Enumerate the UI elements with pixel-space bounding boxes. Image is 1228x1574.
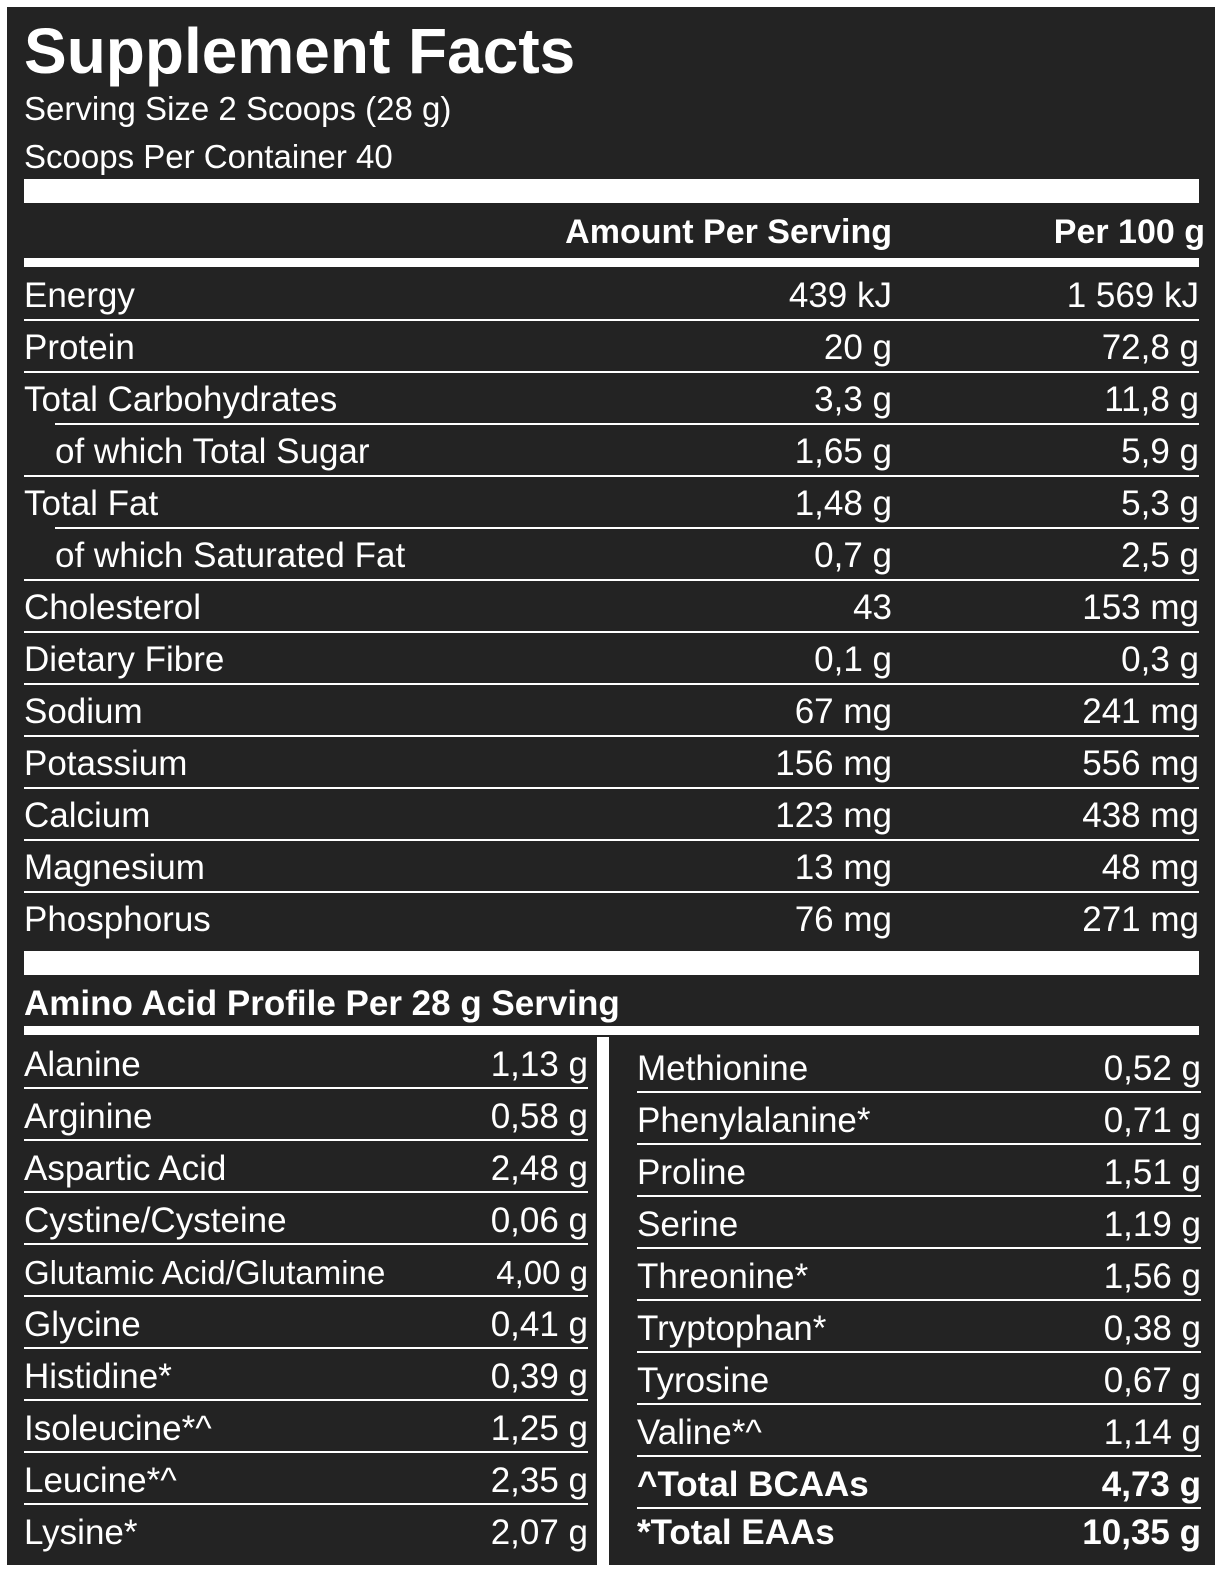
nutrient-row — [24, 685, 1199, 737]
amino-acid-heading: Amino Acid Profile Per 28 g Serving — [24, 984, 620, 1023]
nutrient-row — [24, 893, 1199, 945]
nutrient-amount: 3,3 g — [814, 380, 892, 419]
nutrient-row — [24, 269, 1199, 321]
nutrient-amount: 20 g — [823, 328, 892, 367]
amino-value: 2,07 g — [490, 1513, 588, 1552]
column-header-amount: Amount Per Serving — [565, 213, 892, 251]
nutrient-amount: 0,1 g — [814, 640, 892, 679]
amino-name: Aspartic Acid — [24, 1149, 227, 1188]
nutrient-row — [24, 737, 1199, 789]
nutrient-per-100g: 1 569 kJ — [1066, 276, 1199, 315]
nutrient-name: Total Fat — [24, 484, 159, 523]
nutrient-row — [24, 529, 1199, 581]
amino-name: Serine — [637, 1205, 739, 1244]
amino-name: *Total EAAs — [637, 1513, 835, 1552]
amino-left-column — [24, 1037, 588, 1565]
amino-row — [637, 1197, 1201, 1249]
amino-value: 4,00 g — [496, 1254, 588, 1291]
amino-row — [637, 1405, 1201, 1457]
amino-value: 10,35 g — [1082, 1513, 1201, 1552]
amino-value: 0,06 g — [490, 1201, 588, 1240]
nutrient-row — [24, 789, 1199, 841]
nutrient-per-100g: 48 mg — [1101, 848, 1199, 887]
nutrient-name: Sodium — [24, 692, 143, 731]
nutrient-per-100g: 2,5 g — [1121, 536, 1199, 575]
amino-row — [637, 1301, 1201, 1353]
amino-thick-divider — [24, 951, 1199, 975]
nutrient-amount: 0,7 g — [814, 536, 892, 575]
amino-row — [24, 1193, 588, 1245]
amino-value: 0,67 g — [1103, 1361, 1201, 1400]
facts-title: Supplement Facts — [24, 15, 576, 87]
amino-header-divider — [24, 1026, 1199, 1035]
nutrient-row — [24, 841, 1199, 893]
amino-value: 0,52 g — [1103, 1049, 1201, 1088]
amino-row — [637, 1145, 1201, 1197]
supplement-facts-panel — [7, 7, 1215, 1565]
nutrient-per-100g: 271 mg — [1082, 900, 1199, 939]
serving-size: Serving Size 2 Scoops (28 g) — [24, 90, 452, 127]
amino-value: 1,13 g — [490, 1045, 588, 1084]
amino-row — [24, 1037, 588, 1089]
nutrient-amount: 123 mg — [775, 796, 892, 835]
amino-row — [24, 1245, 588, 1297]
amino-row — [24, 1297, 588, 1349]
nutrient-name: Protein — [24, 328, 135, 367]
amino-value: 2,35 g — [490, 1461, 588, 1500]
amino-name: Glycine — [24, 1305, 141, 1344]
nutrient-name: of which Total Sugar — [55, 432, 370, 471]
nutrient-row — [24, 633, 1199, 685]
nutrient-per-100g: 5,3 g — [1121, 484, 1199, 523]
amino-row — [637, 1041, 1201, 1093]
nutrient-row — [24, 477, 1199, 529]
nutrient-amount: 67 mg — [794, 692, 892, 731]
amino-name: Leucine*^ — [24, 1461, 177, 1500]
amino-value: 1,25 g — [490, 1409, 588, 1448]
amino-value: 1,14 g — [1103, 1413, 1201, 1452]
nutrient-per-100g: 556 mg — [1082, 744, 1199, 783]
amino-row — [637, 1353, 1201, 1405]
amino-name: Tryptophan* — [637, 1309, 827, 1348]
column-header-per-100g: Per 100 g — [1053, 213, 1205, 251]
nutrient-name: Phosphorus — [24, 900, 211, 939]
amino-name: ^Total BCAAs — [637, 1465, 869, 1504]
amino-name: Methionine — [637, 1049, 809, 1088]
nutrient-row — [24, 321, 1199, 373]
nutrient-row — [24, 373, 1199, 425]
amino-value: 2,48 g — [490, 1149, 588, 1188]
amino-name: Threonine* — [637, 1257, 809, 1296]
amino-name: Isoleucine*^ — [24, 1409, 212, 1448]
nutrient-per-100g: 438 mg — [1082, 796, 1199, 835]
total-eaas-row — [637, 1505, 1201, 1557]
nutrient-per-100g: 5,9 g — [1121, 432, 1199, 471]
nutrient-per-100g: 153 mg — [1082, 588, 1199, 627]
nutrient-name: Energy — [24, 276, 135, 315]
nutrient-row — [24, 425, 1199, 477]
nutrient-amount: 76 mg — [794, 900, 892, 939]
amino-value: 0,38 g — [1103, 1309, 1201, 1348]
amino-value: 0,71 g — [1103, 1101, 1201, 1140]
amino-name: Cystine/Cysteine — [24, 1201, 287, 1240]
amino-name: Histidine* — [24, 1357, 172, 1396]
nutrient-amount: 13 mg — [794, 848, 892, 887]
amino-right-column — [637, 1037, 1201, 1565]
amino-name: Valine*^ — [637, 1413, 762, 1452]
amino-name: Phenylalanine* — [637, 1101, 871, 1140]
amino-row — [637, 1093, 1201, 1145]
amino-row — [24, 1505, 588, 1557]
amino-row — [24, 1089, 588, 1141]
nutrient-amount: 1,65 g — [794, 432, 892, 471]
nutrient-name: Magnesium — [24, 848, 205, 887]
nutrient-per-100g: 0,3 g — [1121, 640, 1199, 679]
amino-name: Lysine* — [24, 1513, 138, 1552]
nutrient-name: Total Carbohydrates — [24, 380, 338, 419]
amino-value: 1,51 g — [1103, 1153, 1201, 1192]
nutrient-per-100g: 11,8 g — [1104, 380, 1199, 419]
nutrient-amount: 43 — [853, 588, 892, 627]
amino-value: 4,73 g — [1101, 1465, 1201, 1504]
amino-row — [24, 1349, 588, 1401]
amino-column-divider — [597, 1037, 609, 1565]
nutrient-name: Dietary Fibre — [24, 640, 225, 679]
amino-value: 0,58 g — [490, 1097, 588, 1136]
nutrient-name: Potassium — [24, 744, 188, 783]
amino-name: Arginine — [24, 1097, 153, 1136]
total-bcaas-row — [637, 1457, 1201, 1509]
nutrient-name: of which Saturated Fat — [55, 536, 406, 575]
header-divider — [24, 258, 1199, 267]
nutrient-amount: 156 mg — [775, 744, 892, 783]
amino-value: 1,19 g — [1103, 1205, 1201, 1244]
amino-value: 0,41 g — [490, 1305, 588, 1344]
amino-row — [637, 1249, 1201, 1301]
nutrient-row — [24, 581, 1199, 633]
amino-row — [24, 1401, 588, 1453]
amino-name: Alanine — [24, 1045, 141, 1084]
nutrient-per-100g: 72,8 g — [1101, 328, 1199, 367]
nutrient-name: Cholesterol — [24, 588, 202, 627]
nutrient-per-100g: 241 mg — [1082, 692, 1199, 731]
servings-per-container: Scoops Per Container 40 — [24, 138, 393, 175]
nutrient-amount: 439 kJ — [788, 276, 892, 315]
amino-name: Tyrosine — [637, 1361, 770, 1400]
amino-row — [24, 1453, 588, 1505]
top-thick-divider — [24, 179, 1199, 203]
amino-name: Glutamic Acid/Glutamine — [24, 1254, 386, 1291]
amino-value: 1,56 g — [1103, 1257, 1201, 1296]
nutrient-name: Calcium — [24, 796, 151, 835]
amino-name: Proline — [637, 1153, 746, 1192]
amino-row — [24, 1141, 588, 1193]
nutrient-amount: 1,48 g — [794, 484, 892, 523]
amino-value: 0,39 g — [490, 1357, 588, 1396]
